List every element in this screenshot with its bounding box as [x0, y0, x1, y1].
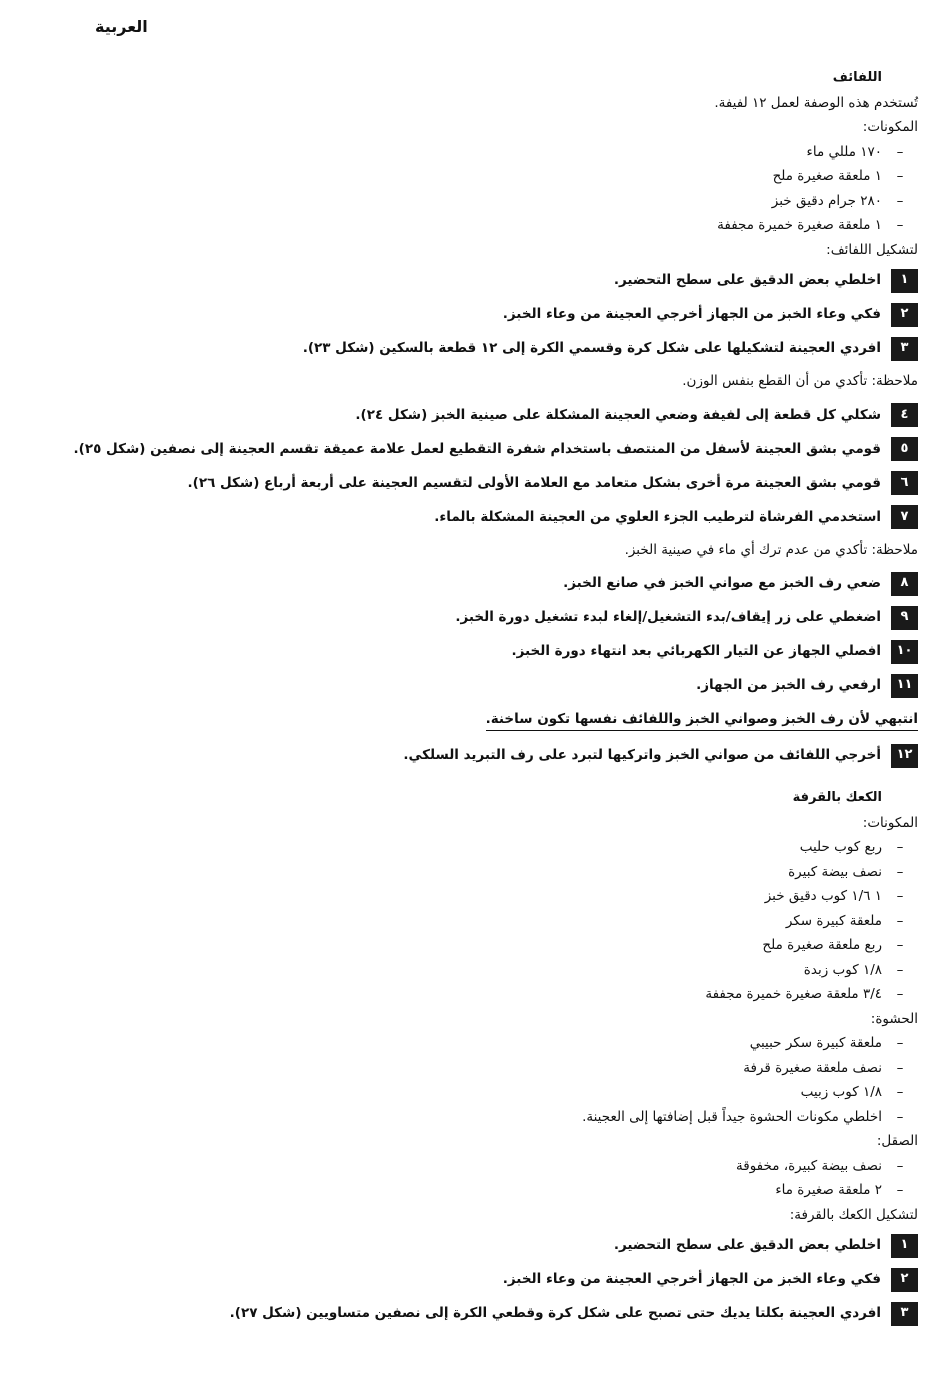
- step-number-badge: ٤: [891, 403, 918, 427]
- step-text: ضعي رف الخبز مع صواني الخبز في صانع الخبز.: [563, 575, 881, 592]
- dash-mark: –: [896, 888, 904, 904]
- step-text: افصلي الجهاز عن التيار الكهربائي بعد انتهاء دورة الخبز.: [511, 643, 881, 660]
- filling-label: الحشوة:: [870, 1010, 918, 1027]
- dash-mark: –: [896, 1084, 904, 1100]
- list-item-text: ملعقة كبيرة سكر حبيبي: [749, 1035, 882, 1051]
- list-item-text: ١ ١/٦ كوب دقيق خبز: [764, 888, 882, 904]
- dash-mark: –: [896, 937, 904, 953]
- step-text: فكي وعاء الخبز من الجهاز أخرجي العجينة من وعاء الخبز.: [502, 306, 881, 323]
- dash-mark: –: [896, 1035, 904, 1051]
- step-text: فكي وعاء الخبز من الجهاز أخرجي العجينة من وعاء الخبز.: [502, 1271, 881, 1288]
- step-number-badge: ٢: [891, 1268, 918, 1292]
- list-item-text: ٢ ملعقة صغيرة ماء: [775, 1182, 882, 1198]
- step-text: اخلطي بعض الدقيق على سطح التحضير.: [613, 1237, 881, 1254]
- dash-mark: –: [896, 961, 904, 978]
- step-row: [58, 335, 918, 362]
- list-item: [58, 909, 918, 934]
- glaze-label: الصقل:: [876, 1133, 918, 1149]
- step-number-badge: ١١: [891, 674, 918, 698]
- page-language-label: العربية: [95, 17, 148, 36]
- step-text: افردي العجينة لتشكيلها على شكل كرة وقسمي الكرة إلى ١٢ قطعة بالسكين (شكل ٢٣).: [302, 340, 881, 357]
- list-item: [58, 1056, 918, 1081]
- step-row: [58, 504, 918, 531]
- dash-mark: –: [896, 863, 904, 880]
- list-item-text: نصف بيضة كبيرة: [788, 863, 882, 880]
- rolls-ingredients-label: المكونات:: [862, 119, 918, 135]
- glaze-list: [58, 1154, 918, 1203]
- step-number-badge: ٣: [891, 337, 918, 361]
- list-item: [58, 982, 918, 1007]
- list-item: [58, 1154, 918, 1179]
- cinnamon-ingredients-label: المكونات:: [862, 814, 918, 831]
- step-number-badge: ١: [891, 269, 918, 293]
- dash-mark: –: [896, 143, 904, 160]
- list-item: [58, 1080, 918, 1105]
- cinnamon-ingredients-list: [58, 835, 918, 1007]
- step-text: أخرجي اللفائف من صواني الخبز واتركيها لتبرد على رف التبريد السلكي.: [403, 747, 881, 764]
- step-number-badge: ١٢: [891, 744, 918, 768]
- step-row: [58, 604, 918, 631]
- step-number-badge: ٢: [891, 303, 918, 327]
- step-number-badge: ١: [891, 1234, 918, 1258]
- step-text: اخلطي بعض الدقيق على سطح التحضير.: [613, 272, 881, 289]
- dash-mark: –: [896, 1108, 904, 1125]
- step-row: [58, 1300, 918, 1327]
- list-item: [58, 189, 918, 214]
- step-text: شكلي كل قطعة إلى لفيفة وضعي العجينة المشكلة على صينية الخبز (شكل ٢٤).: [355, 406, 881, 423]
- step-text: اضغطي على زر إيقاف/بدء التشغيل/إلغاء لبدء تشغيل دورة الخبز.: [455, 609, 881, 626]
- list-item: [58, 884, 918, 909]
- step-text: قومي بشق العجينة مرة أخرى بشكل متعامد مع العلامة الأولى لتقسيم العجينة على أربعة أرباع (شكل ٢٦).: [187, 474, 881, 491]
- rolls-title: اللفائف: [832, 70, 882, 85]
- dash-mark: –: [896, 839, 904, 855]
- step-row: [58, 570, 918, 597]
- note-text: ملاحظة: تأكدي من عدم ترك أي ماء في صينية الخبز.: [624, 541, 918, 558]
- list-item-text: ١ ملعقة صغيرة ملح: [772, 168, 882, 184]
- list-item: [58, 958, 918, 983]
- step-number-badge: ٦: [891, 471, 918, 495]
- step-row: [58, 301, 918, 328]
- step-row: [58, 267, 918, 294]
- list-item: [58, 140, 918, 165]
- list-item: [58, 835, 918, 860]
- document-body: [58, 66, 918, 1334]
- step-number-badge: ٩: [891, 606, 918, 630]
- list-item: [58, 164, 918, 189]
- dash-mark: –: [896, 1182, 904, 1198]
- step-text: استخدمي الفرشاة لترطيب الجزء العلوي من العجينة المشكلة بالماء.: [434, 508, 881, 525]
- filling-list: [58, 1031, 918, 1129]
- step-number-badge: ٣: [891, 1302, 918, 1326]
- list-item: [58, 933, 918, 958]
- step-number-badge: ٨: [891, 572, 918, 596]
- list-item-text: ربع كوب حليب: [799, 839, 882, 855]
- list-item-text: ٣/٤ ملعقة صغيرة خميرة مجففة: [705, 986, 882, 1002]
- list-item-text: ١٧٠ مللي ماء: [806, 143, 882, 160]
- list-item-text: نصف ملعقة صغيرة قرفة: [743, 1059, 882, 1076]
- dash-mark: –: [896, 986, 904, 1002]
- list-item-text: ١/٨ كوب زبدة: [803, 961, 882, 978]
- list-item-text: ٢٨٠ جرام دقيق خبز: [771, 192, 882, 209]
- warning-text: انتبهي لأن رف الخبز وصواني الخبز واللفائف نفسها تكون ساخنة.: [486, 708, 918, 731]
- cinnamon-shaping-label: لتشكيل الكعك بالقرفة:: [789, 1206, 918, 1223]
- list-item-text: ١/٨ كوب زبيب: [800, 1084, 882, 1100]
- list-item-text: اخلطي مكونات الحشوة جيداً قبل إضافتها إلى العجينة.: [582, 1108, 882, 1125]
- step-row: [58, 402, 918, 429]
- dash-mark: –: [896, 912, 904, 929]
- step-number-badge: ٥: [891, 437, 918, 461]
- list-item-text: ملعقة كبيرة سكر: [785, 912, 882, 929]
- dash-mark: –: [896, 192, 904, 209]
- dash-mark: –: [896, 217, 904, 233]
- list-item: [58, 1178, 918, 1203]
- list-item-text: ١ ملعقة صغيرة خميرة مجففة: [717, 217, 882, 233]
- step-row: [58, 1232, 918, 1259]
- list-item: [58, 860, 918, 885]
- cinnamon-title: الكعك بالقرفة: [792, 790, 882, 805]
- step-row: [58, 1266, 918, 1293]
- rolls-intro: تُستخدم هذه الوصفة لعمل ١٢ لفيفة.: [714, 94, 918, 111]
- dash-mark: –: [896, 168, 904, 184]
- list-item: [58, 213, 918, 238]
- list-item-text: نصف بيضة كبيرة، مخفوقة: [736, 1157, 882, 1174]
- step-text: ارفعي رف الخبز من الجهاز.: [696, 677, 881, 694]
- step-text: قومي بشق العجينة لأسفل من المنتصف باستخدام شفرة التقطيع لعمل علامة عميقة تقسم العجينة إلى نصفين (شكل ٢٥).: [73, 440, 881, 457]
- list-item: [58, 1105, 918, 1130]
- step-number-badge: ٧: [891, 505, 918, 529]
- step-row: [58, 672, 918, 699]
- rolls-ingredients-list: [58, 140, 918, 238]
- step-row: [58, 742, 918, 769]
- step-number-badge: ١٠: [891, 640, 918, 664]
- step-row: [58, 436, 918, 463]
- note-text: ملاحظة: تأكدي من أن القطع بنفس الوزن.: [682, 373, 918, 389]
- list-item: [58, 1031, 918, 1056]
- dash-mark: –: [896, 1157, 904, 1174]
- list-item-text: ربع ملعقة صغيرة ملح: [762, 937, 882, 953]
- step-text: افردي العجينة بكلتا يديك حتى تصبح على شكل كرة وقطعي الكرة إلى نصفين متساويين (شكل ٢٧).: [229, 1305, 881, 1322]
- step-row: [58, 638, 918, 665]
- step-row: [58, 470, 918, 497]
- rolls-shaping-label: لتشكيل اللفائف:: [826, 241, 918, 258]
- dash-mark: –: [896, 1059, 904, 1076]
